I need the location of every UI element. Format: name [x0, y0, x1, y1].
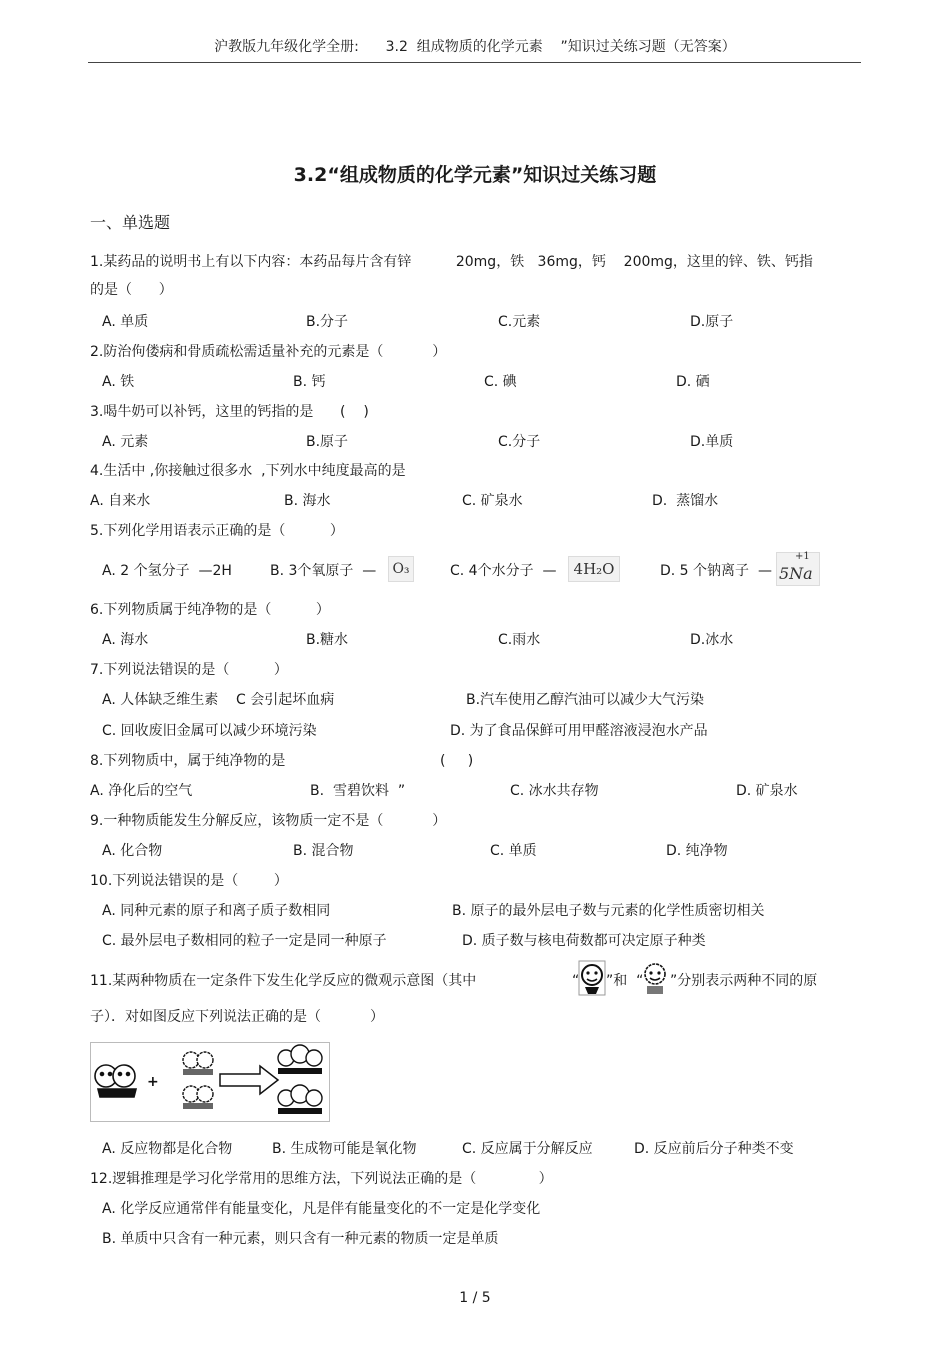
q6-stem: 6.下列物质属于纯净物的是（ ） [90, 602, 330, 618]
q8-stem: 8.下列物质中，属于纯净物的是 [90, 753, 286, 769]
q5-option-a: A. 2 个氢分子 —2H [102, 563, 232, 579]
q2-option-a: A. 铁 [102, 374, 135, 390]
q2-option-d: D. 硒 [676, 374, 710, 390]
q7-option-b: B.汽车使用乙醇汽油可以减少大气污染 [466, 692, 705, 708]
page-title: 3.2“组成物质的化学元素”知识过关练习题 [293, 164, 657, 186]
q8-paren: ( ) [440, 753, 474, 769]
q3-stem: 3.喝牛奶可以补钙，这里的钙指的是 ( ) [90, 404, 369, 420]
q11-option-d: D. 反应前后分子种类不变 [634, 1141, 794, 1157]
q2-option-c: C. 碘 [484, 374, 517, 390]
q5-formula-5na [776, 552, 820, 586]
atom-b-icon [640, 960, 670, 996]
reaction-diagram [90, 1042, 330, 1122]
q11-quote-open: “ [572, 973, 580, 989]
q5-formula-4h2o: 4H₂O [568, 556, 620, 582]
q12-option-b: B. 单质中只含有一种元素，则只含有一种元素的物质一定是单质 [102, 1231, 499, 1247]
q2-stem: 2.防治佝偻病和骨质疏松需适量补充的元素是（ ） [90, 344, 447, 360]
q11-stem-line2: 子）．对如图反应下列说法正确的是（ ） [90, 1009, 384, 1025]
q4-stem: 4.生活中 ,你接触过很多水 ,下列水中纯度最高的是 [90, 463, 406, 479]
q1-stem-line1: 1.某药品的说明书上有以下内容：本药品每片含有锌 20mg，铁 36mg，钙 200mg，这里的锌、铁、钙指 [90, 254, 813, 270]
q4-option-a: A. 自来水 [90, 493, 151, 509]
q9-option-b: B. 混合物 [293, 843, 354, 859]
q3-option-b: B.原子 [306, 434, 349, 450]
q1-option-b: B.分子 [306, 314, 349, 330]
q9-option-d: D. 纯净物 [666, 843, 728, 859]
section-heading: 一、单选题 [90, 213, 171, 232]
q11-option-c: C. 反应属于分解反应 [462, 1141, 593, 1157]
atom-a-icon [578, 960, 606, 996]
page-number: 1 / 5 [459, 1290, 491, 1306]
q10-option-b: B. 原子的最外层电子数与元素的化学性质密切相关 [452, 903, 765, 919]
q3-option-a: A. 元素 [102, 434, 149, 450]
q5-option-d: D. 5 个钠离子 — [660, 563, 772, 579]
q2-option-b: B. 钙 [293, 374, 326, 390]
q11-stem-line1: 11.某两种物质在一定条件下发生化学反应的微观示意图（其中 [90, 973, 477, 989]
header-divider [88, 62, 861, 63]
q5-stem: 5.下列化学用语表示正确的是（ ） [90, 523, 344, 539]
q8-option-c: C. 冰水共存物 [510, 783, 599, 799]
q6-option-b: B.糖水 [306, 632, 349, 648]
q1-option-a: A. 单质 [102, 314, 149, 330]
q10-option-c: C. 最外层电子数相同的粒子一定是同一种原子 [102, 933, 387, 949]
q8-option-d: D. 矿泉水 [736, 783, 798, 799]
q7-stem: 7.下列说法错误的是（ ） [90, 662, 288, 678]
q10-option-a: A. 同种元素的原子和离子质子数相同 [102, 903, 331, 919]
q10-option-d: D. 质子数与核电荷数都可决定原子种类 [462, 933, 706, 949]
q6-option-c: C.雨水 [498, 632, 541, 648]
q9-stem: 9.一种物质能发生分解反应，该物质一定不是（ ） [90, 813, 447, 829]
running-header: 沪教版九年级化学全册: 3.2 组成物质的化学元素 ”知识过关练习题（无答案） [214, 39, 736, 55]
q10-stem: 10.下列说法错误的是（ ） [90, 873, 288, 889]
q7-option-a: A. 人体缺乏维生素 C 会引起坏血病 [102, 692, 335, 708]
q12-stem: 12.逻辑推理是学习化学常用的思维方法，下列说法正确的是（ ） [90, 1171, 553, 1187]
q8-option-a: A. 净化后的空气 [90, 783, 193, 799]
q6-option-d: D.冰水 [690, 632, 734, 648]
q3-option-c: C.分子 [498, 434, 541, 450]
q5-sodium-label: 5Na [779, 564, 813, 583]
reactant-molecule-aa [95, 1065, 136, 1097]
q5-formula-o3: O₃ [388, 556, 414, 582]
q11-option-b: B. 生成物可能是氧化物 [272, 1141, 417, 1157]
q1-option-c: C.元素 [498, 314, 541, 330]
q11-and-text: ”和 “ [606, 973, 644, 989]
q4-option-c: C. 矿泉水 [462, 493, 523, 509]
q7-option-d: D. 为了食品保鲜可用甲醛溶液浸泡水产品 [450, 723, 708, 739]
q7-option-c: C. 回收废旧金属可以减少环境污染 [102, 723, 317, 739]
reaction-plus: + [147, 1074, 159, 1090]
q4-option-d: D. 蒸馏水 [652, 493, 719, 509]
q8-option-b: B. 雪碧饮料 ” [310, 783, 406, 799]
q11-quote-close: ”分别表示两种不同的原 [670, 973, 818, 989]
q1-option-d: D.原子 [690, 314, 734, 330]
q6-option-a: A. 海水 [102, 632, 149, 648]
q5-charge-label: +1 [795, 551, 810, 562]
q9-option-c: C. 单质 [490, 843, 537, 859]
q4-option-b: B. 海水 [284, 493, 331, 509]
q11-option-a: A. 反应物都是化合物 [102, 1141, 233, 1157]
q12-option-a: A. 化学反应通常伴有能量变化，凡是伴有能量变化的不一定是化学变化 [102, 1201, 541, 1217]
q3-option-d: D.单质 [690, 434, 734, 450]
q5-option-c: C. 4个水分子 — [450, 563, 557, 579]
q9-option-a: A. 化合物 [102, 843, 163, 859]
q5-option-b: B. 3个氧原子 — [270, 563, 377, 579]
q1-stem-line2: 的是（ ） [90, 282, 173, 298]
